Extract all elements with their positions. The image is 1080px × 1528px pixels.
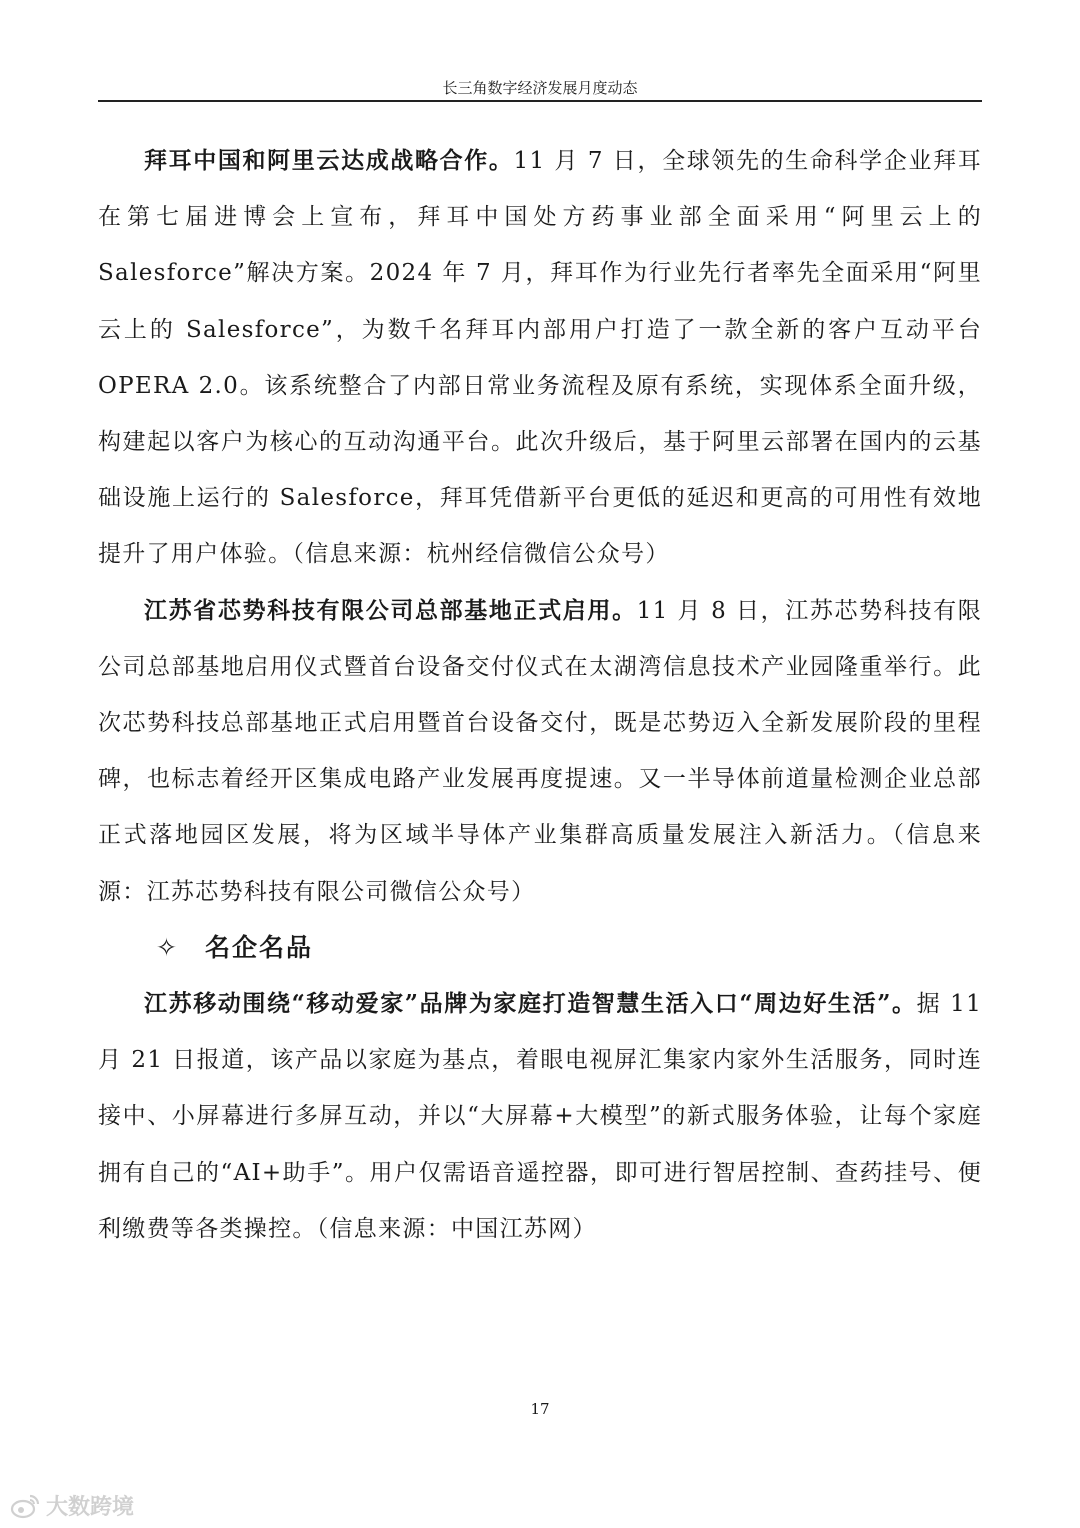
article-jiangsu-mobile — [98, 976, 982, 1257]
article-headline: 江苏移动围绕“移动爱家”品牌为家庭打造智慧生活入口“周边好生活”。 — [144, 990, 917, 1018]
article-body: 11 月 7 日，全球领先的生命科学企业拜耳在第七届进博会上宣布，拜耳中国处方药事业部全面采用“阿里云上的Salesforce”解决方案。2024 年 7 月，拜耳作为行业先行者率先全面采用“阿里云上的 Salesforce”，为数千名拜耳内部用户打造了一款全新的客户互动平台 OPERA 2.0。该系统整合了内部日常业务流程及原有系统，实现体系全面升级，构建起以客户为核心的互动沟通平台。此次升级后，基于阿里云部署在国内的云基础设施上运行的 Salesforce，拜耳凭借新平台更低的延迟和更高的可用性有效地提升了用户体验。（信息来源：杭州经信微信公众号） — [98, 148, 982, 568]
article-body: 据 11 月 21 日报道，该产品以家庭为基点，着眼电视屏汇集家内家外生活服务，同时连接中、小屏幕进行多屏互动，并以“大屏幕+大模型”的新式服务体验，让每个家庭拥有自己的“AI+助手”。用户仅需语音遥控器，即可进行智居控制、查药挂号、便利缴费等各类操控。（信息来源：中国江苏网） — [98, 991, 982, 1242]
document-body — [98, 133, 982, 1257]
section-heading — [98, 920, 982, 976]
watermark-text: 大数跨境 — [46, 1495, 135, 1520]
article-body: 11 月 8 日，江苏芯势科技有限公司总部基地启用仪式暨首台设备交付仪式在太湖湾信息技术产业园隆重举行。此次芯势科技总部基地正式启用暨首台设备交付，既是芯势迈入全新发展阶段的里程碑，也标志着经开区集成电路产业发展再度提速。又一半导体前道量检测企业总部正式落地园区发展，将为区域半导体产业集群高质量发展注入新活力。（信息来源：江苏芯势科技有限公司微信公众号） — [98, 597, 983, 905]
header-divider — [98, 100, 982, 102]
running-header: 长三角数字经济发展月度动态 — [442, 79, 638, 97]
diamond-bullet-icon: ✧ — [156, 932, 179, 962]
article-bayer-alibaba — [98, 133, 982, 583]
section-title: 名企名品 — [204, 932, 313, 962]
article-headline: 江苏省芯势科技有限公司总部基地正式启用。 — [144, 596, 637, 624]
article-headline: 拜耳中国和阿里云达成战略合作。 — [144, 147, 514, 174]
watermark — [10, 1490, 134, 1521]
weibo-logo-icon — [10, 1493, 40, 1519]
page-number: 17 — [530, 1400, 550, 1418]
article-xinshi-tech — [98, 583, 982, 920]
